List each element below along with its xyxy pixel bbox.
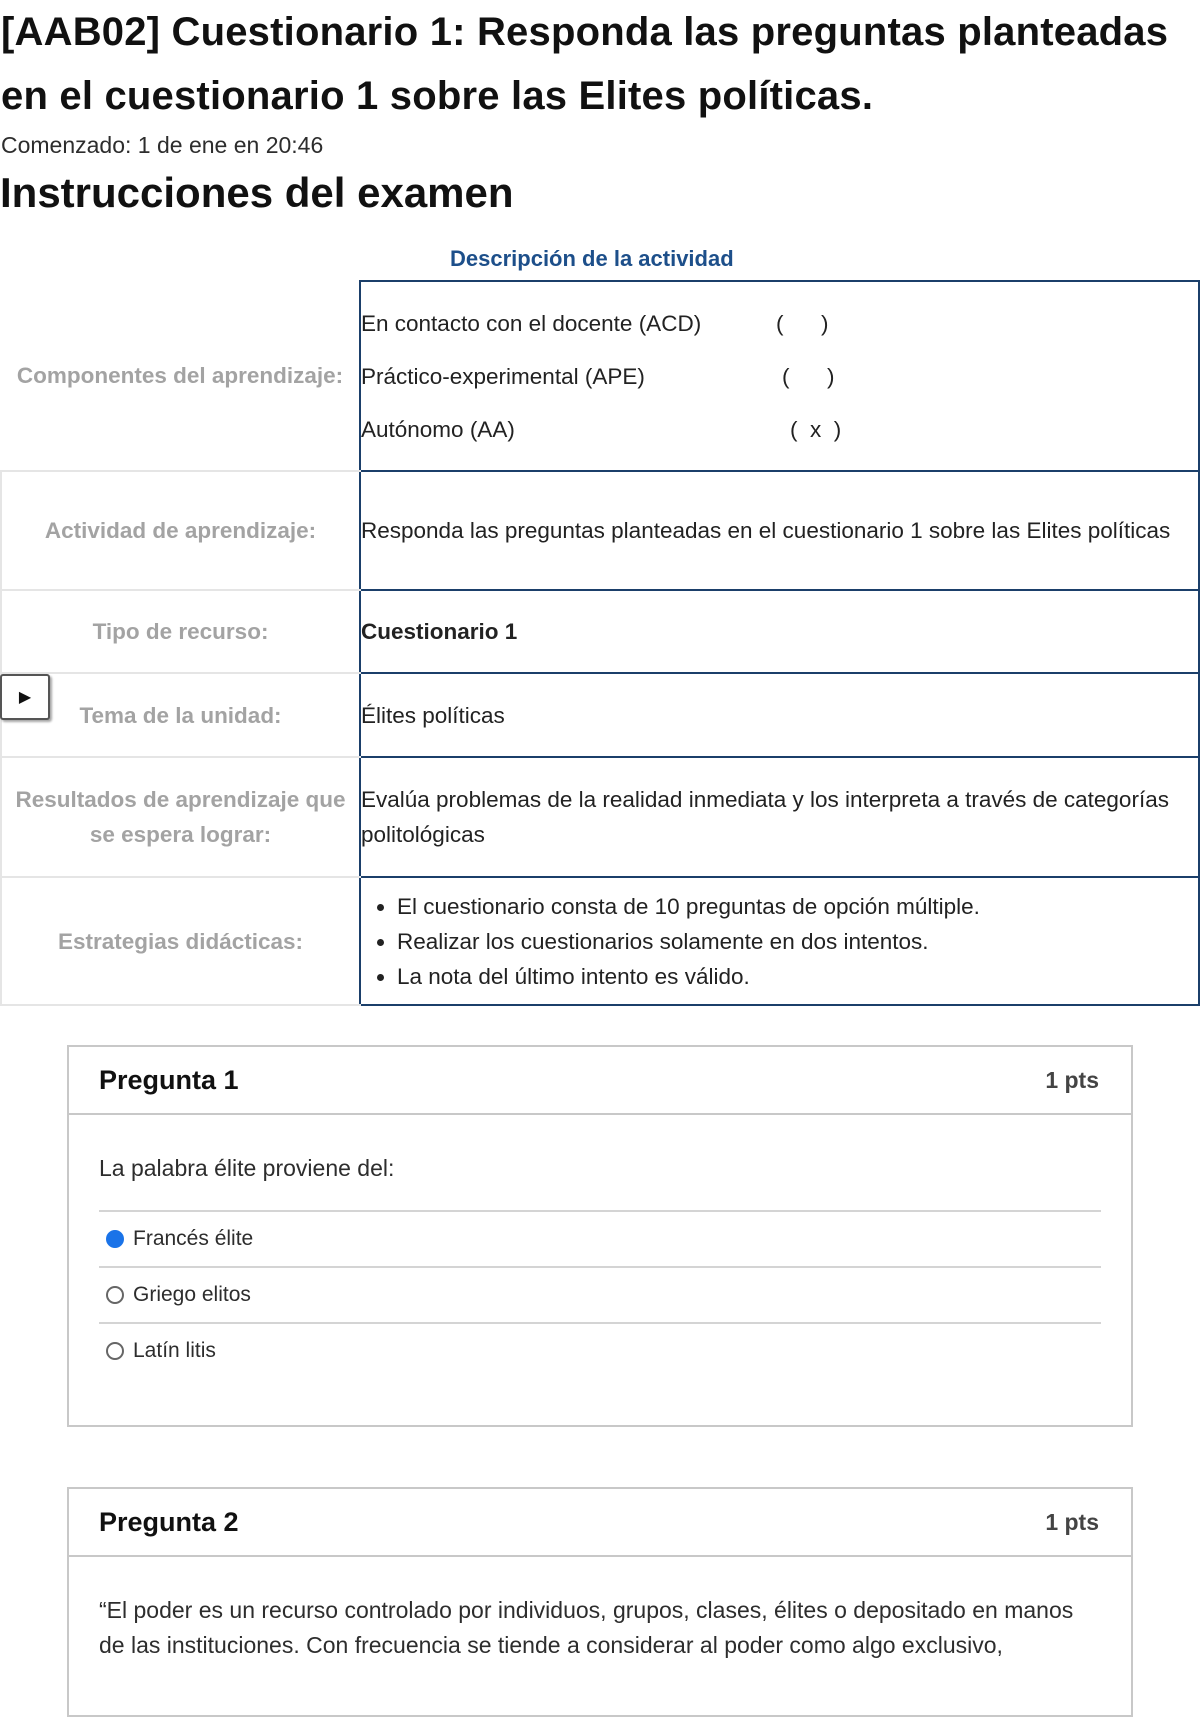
question-body xyxy=(69,1557,1131,1663)
question-header xyxy=(69,1489,1131,1557)
strategies-label: Estrategias didácticas: xyxy=(1,877,360,1005)
component-mark: ( x ) xyxy=(790,416,842,442)
resource-type-label: Tipo de recurso: xyxy=(1,590,360,673)
question-card-1 xyxy=(67,1045,1133,1427)
answer-option[interactable] xyxy=(99,1210,1101,1266)
question-text: La palabra élite proviene del: xyxy=(99,1155,395,1181)
question-points: 1 pts xyxy=(1045,1066,1099,1093)
component-mark: ( ) xyxy=(776,310,829,336)
question-card-2 xyxy=(67,1487,1133,1717)
started-timestamp: Comenzado: 1 de ene en 20:46 xyxy=(1,132,324,158)
quiz-title: [AAB02] Cuestionario 1: Responda las preguntas planteadas en el cuestionario 1 sobre las Elites políticas. xyxy=(1,10,1169,118)
answer-option[interactable] xyxy=(99,1322,1101,1378)
strategies-value xyxy=(360,877,1199,1005)
play-icon: ▶ xyxy=(18,689,32,706)
answer-label: Francés élite xyxy=(133,1227,254,1250)
list-item: • La nota del último intento es válido. xyxy=(397,959,1198,994)
question-text: “El poder es un recurso controlado por individuos, grupos, clases, élites o depositado en manos de las instituciones. Con frecuencia se tiende a considerar al poder como algo exclusivo, xyxy=(99,1597,1074,1658)
component-text: En contacto con el docente (ACD) xyxy=(361,310,702,336)
activity-value: Responda las preguntas planteadas en el cuestionario 1 sobre las Elites políticas xyxy=(360,471,1199,590)
radio-icon[interactable] xyxy=(106,1342,124,1360)
component-mark: ( ) xyxy=(782,363,835,389)
resource-type-value: Cuestionario 1 xyxy=(360,590,1199,673)
question-points: 1 pts xyxy=(1045,1508,1099,1535)
components-value xyxy=(360,281,1199,471)
unit-topic-label: Tema de la unidad: xyxy=(1,673,360,757)
description-heading: Descripción de la actividad xyxy=(450,246,734,271)
question-title: Pregunta 1 xyxy=(99,1064,239,1095)
play-button[interactable] xyxy=(0,674,50,720)
list-item: • El cuestionario consta de 10 preguntas de opción múltiple. xyxy=(397,889,1198,924)
list-item: • Realizar los cuestionarios solamente en dos intentos. xyxy=(397,924,1198,959)
activity-label: Actividad de aprendizaje: xyxy=(1,471,360,590)
components-label: Componentes del aprendizaje: xyxy=(1,281,360,471)
radio-selected-icon[interactable] xyxy=(106,1230,124,1248)
component-text: Práctico-experimental (APE) xyxy=(361,363,645,389)
strategies-list xyxy=(361,889,1198,994)
activity-description-table xyxy=(0,280,1200,1006)
question-title: Pregunta 2 xyxy=(99,1506,239,1537)
component-text: Autónomo (AA) xyxy=(361,416,515,442)
component-acd xyxy=(361,297,1198,350)
question-body xyxy=(69,1115,1131,1378)
instructions-heading: Instrucciones del examen xyxy=(0,169,514,216)
question-header xyxy=(69,1047,1131,1115)
component-aa xyxy=(361,403,1198,456)
answer-option[interactable] xyxy=(99,1266,1101,1322)
answer-label: Griego elitos xyxy=(133,1283,251,1306)
unit-topic-value: Élites políticas xyxy=(360,673,1199,757)
answer-label: Latín litis xyxy=(133,1339,216,1362)
learning-results-value: Evalúa problemas de la realidad inmediata y los interpreta a través de categorías politológicas xyxy=(360,757,1199,877)
component-ape xyxy=(361,350,1198,403)
learning-results-label: Resultados de aprendizaje que se espera lograr: xyxy=(1,757,360,877)
radio-icon[interactable] xyxy=(106,1286,124,1304)
